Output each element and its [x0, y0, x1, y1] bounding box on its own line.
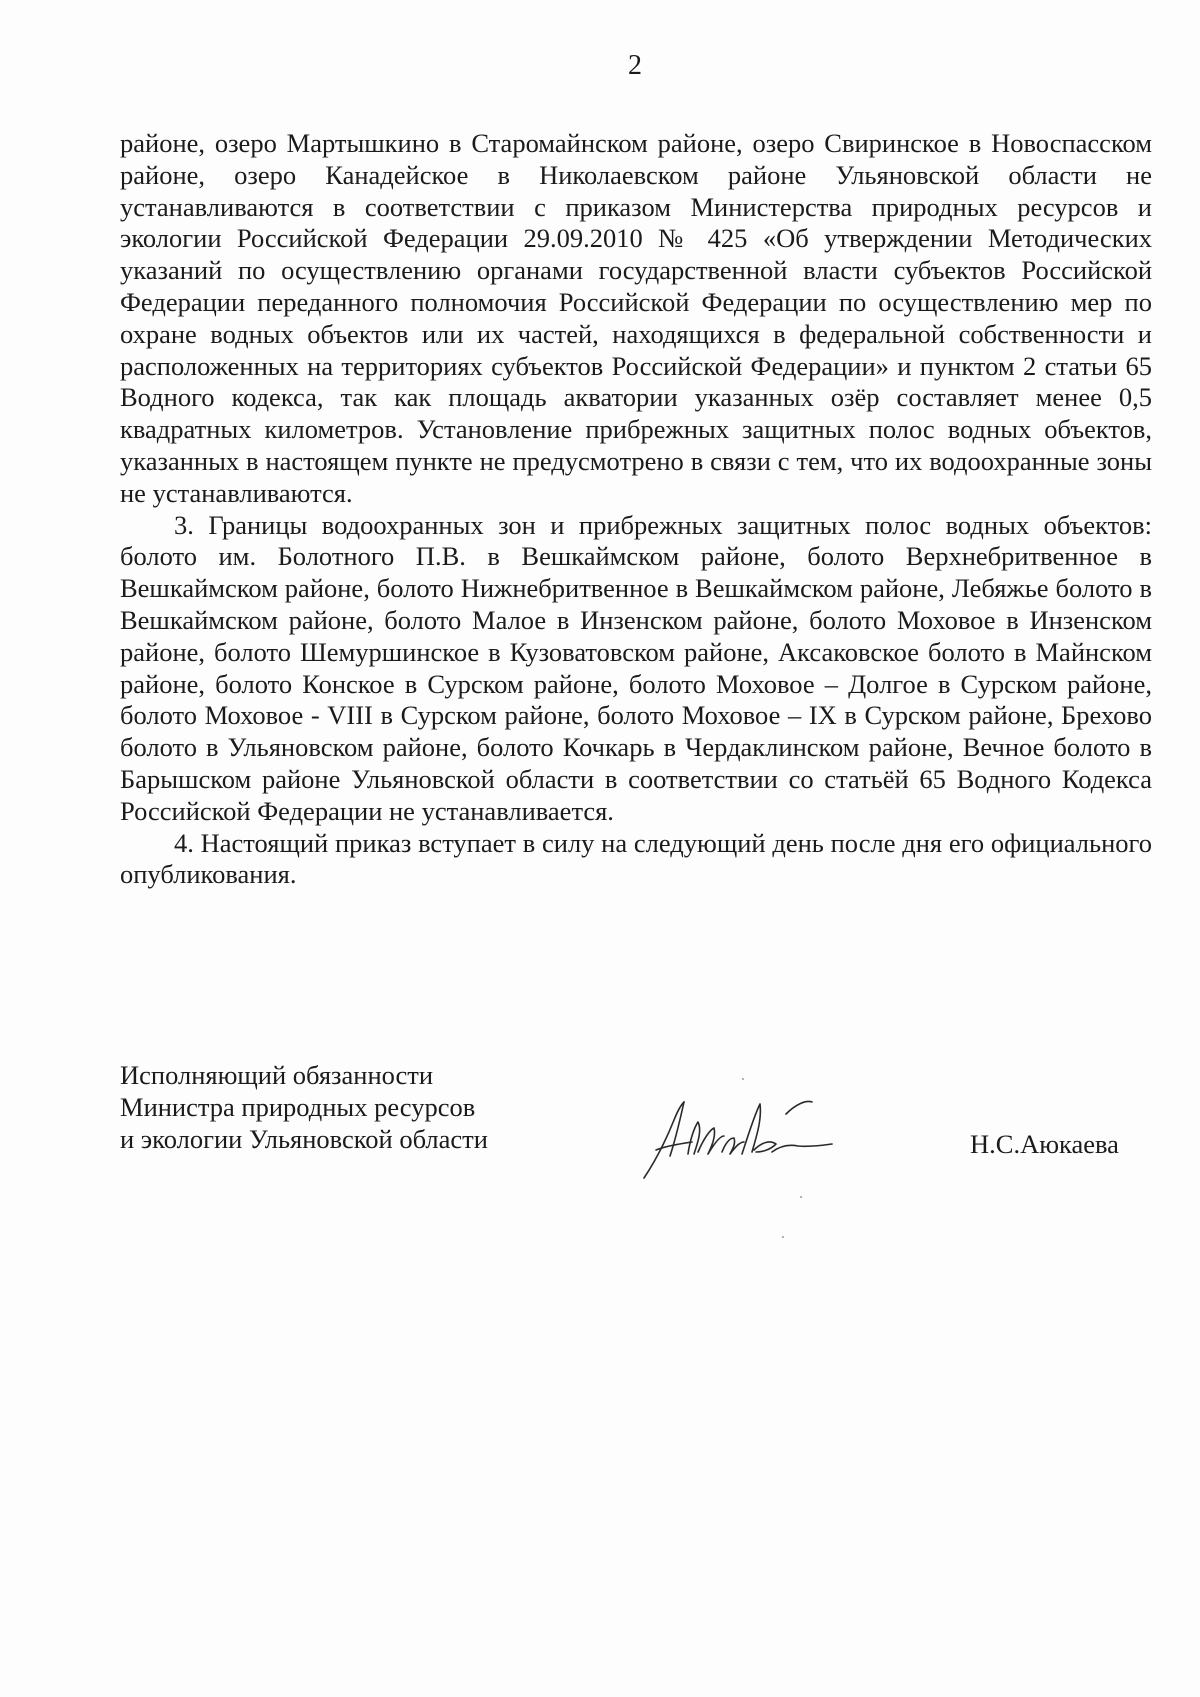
- paragraph-item-3: 3. Границы водоохранных зон и прибрежных защитных полос водных объектов: болото им. Болотного П.В. в Вешкаймском районе, болото Верхнебритвенное в Вешкаймском районе, болото Нижнебритвенное в Вешкаймском районе, Лебяжье болото в Вешкаймском районе, болото Малое в Инзенском районе, болото Моховое в Инзенском районе, болото Шемуршинское в Кузоватовском районе, Аксаковское болото в Майнском районе, болото Конское в Сурском районе, болото Моховое – Долгое в Сурском районе, болото Моховое - VIII в Сурском районе, болото Моховое – IX в Сурском районе, Брехово болото в Ульяновском районе, болото Кочкарь в Чердаклинском районе, Вечное болото в Барышском районе Ульяновской области в соответствии со статьёй 65 Водного Кодекса Российской Федерации не устанавливается.: [120, 509, 1152, 826]
- scan-speck: [782, 1236, 784, 1238]
- document-body: [120, 128, 1152, 891]
- signatory-title: [120, 1059, 640, 1155]
- scan-speck: [800, 1196, 802, 1198]
- signatory-title-line: Министра природных ресурсов: [120, 1092, 476, 1122]
- signatory-title-line: и экологии Ульяновской области: [120, 1124, 488, 1154]
- scan-speck: [742, 1078, 744, 1080]
- signatory-title-line: Исполняющий обязанности: [120, 1060, 434, 1090]
- paragraph-item-4: 4. Настоящий приказ вступает в силу на следующий день после дня его официального опубликования.: [120, 827, 1152, 890]
- page-number: 2: [628, 50, 642, 81]
- handwritten-signature: [636, 1080, 846, 1190]
- signature-strokes: [644, 1102, 832, 1179]
- signatory-name: Н.С.Аюкаева: [970, 1129, 1119, 1159]
- paragraph-continuation: районе, озеро Мартышкино в Старомайнском районе, озеро Свиринское в Новоспасском районе, озеро Канадейское в Николаевском районе Ульяновской области не устанавливаются в соответствии с приказом Министерства природных ресурсов и экологии Российской Федерации 29.09.2010 № 425 «Об утверждении Методических указаний по осуществлению органами государственной власти субъектов Российской Федерации переданного полномочия Российской Федерации по осуществлению мер по охране водных объектов или их частей, находящихся в федеральной собственности и расположенных на территориях субъектов Российской Федерации» и пунктом 2 статьи 65 Водного кодекса, так как площадь акватории указанных озёр составляет менее 0,5 квадратных километров. Установление прибрежных защитных полос водных объектов, указанных в настоящем пункте не предусмотрено в связи с тем, что их водоохранные зоны не устанавливаются.: [120, 128, 1152, 508]
